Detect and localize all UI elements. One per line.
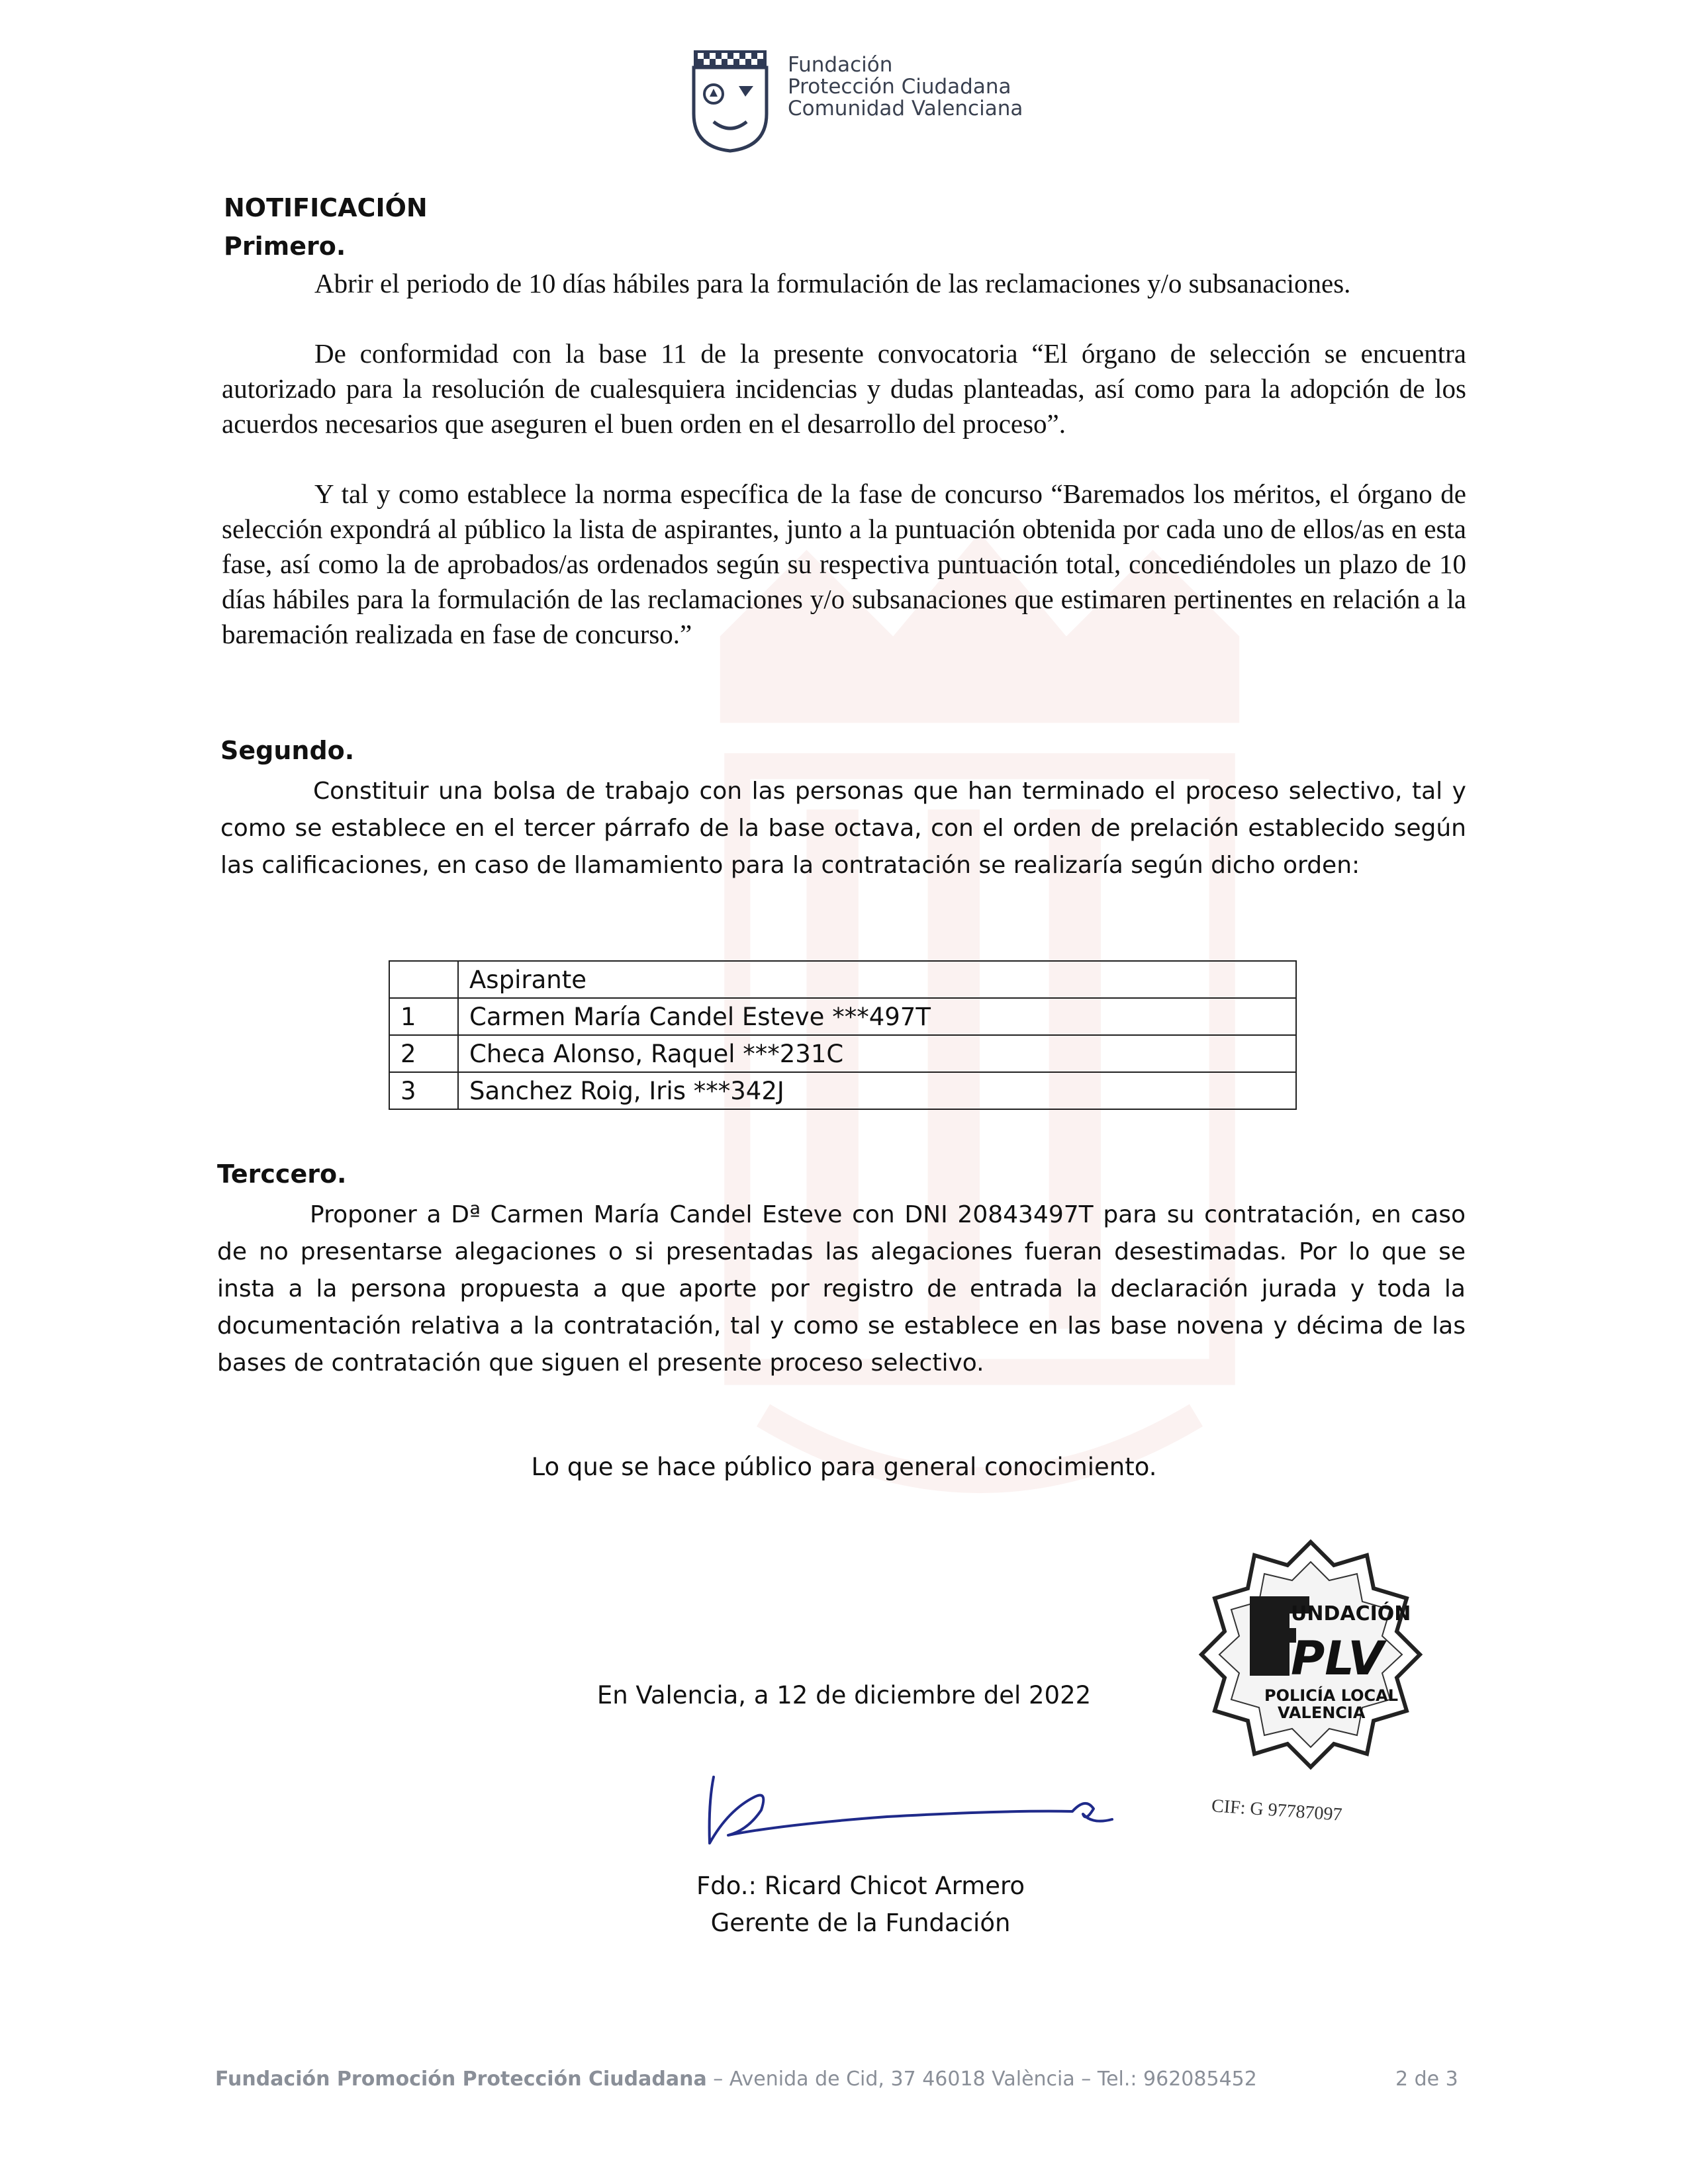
foundation-shield-logo	[690, 48, 771, 154]
public-notice: Lo que se hace público para general conocimiento.	[531, 1453, 1157, 1481]
primero-paragraph-2: De conformidad con la base 11 de la presente convocatoria “El órgano de selección se encuentra autorizado para la resolución de cualesquiera incidencias y dudas planteadas, así como para la adopción de los acuerdos necesarios que aseguren el buen orden en el desarrollo del proceso”.	[222, 338, 1466, 439]
footer-org: Fundación Promoción Protección Ciudadana	[215, 2068, 707, 2091]
signatory-name: Fdo.: Ricard Chicot Armero	[696, 1872, 1025, 1900]
signatory-role: Gerente de la Fundación	[710, 1909, 1011, 1937]
row-name: Carmen María Candel Esteve ***497T	[458, 998, 1296, 1035]
footer-address: – Avenida de Cid, 37 46018 València – Tel.: 962085452	[706, 2068, 1257, 2091]
table-row	[389, 998, 1296, 1035]
place-date: En Valencia, a 12 de diciembre del 2022	[596, 1681, 1092, 1709]
primero-paragraph-3: Y tal y como establece la norma específica de la fase de concurso “Baremados los méritos, el órgano de selección expondrá al público la lista de aspirantes, junto a la puntuación obtenida por cada uno de ellos/as en esta fase, así como la de aprobados/as ordenados según su respectiva puntuación total, concediéndoles un plazo de 10 días hábiles para la formulación de las reclamaciones y/o subsanaciones que estimaren pertinentes en relación a la baremación realizada en fase de concurso.”	[222, 478, 1466, 649]
page-footer	[215, 2068, 1257, 2091]
stamp-line-4: VALENCIA	[1278, 1704, 1366, 1722]
handwritten-signature	[688, 1764, 1125, 1850]
table-header-aspirante: Aspirante	[458, 961, 1296, 998]
segundo-heading: Segundo.	[220, 736, 355, 765]
page-number: 2 de 3	[1395, 2068, 1458, 2091]
official-stamp	[1192, 1535, 1430, 1774]
org-line-1: Fundación	[788, 53, 893, 77]
primero-paragraph-1: Abrir el periodo de 10 días hábiles para la formulación de las reclamaciones y/o subsanaciones.	[314, 268, 1351, 298]
org-line-3: Comunidad Valenciana	[788, 97, 1023, 120]
tercero-heading: Terccero.	[217, 1160, 347, 1189]
foundation-name	[788, 54, 1023, 120]
segundo-paragraph: Constituir una bolsa de trabajo con las personas que han terminado el proceso selectivo, tal y como se establece en el tercer párrafo de la base octava, con el orden de prelación establecido según las calificaciones, en caso de llamamiento para la contratación se realizaría según dicho orden:	[220, 778, 1466, 879]
org-line-2: Protección Ciudadana	[788, 75, 1011, 99]
table-row	[389, 1072, 1296, 1109]
row-name: Sanchez Roig, Iris ***342J	[458, 1072, 1296, 1109]
stamp-line-3: POLICÍA LOCAL	[1264, 1686, 1399, 1705]
table-row	[389, 1035, 1296, 1072]
row-name: Checa Alonso, Raquel ***231C	[458, 1035, 1296, 1072]
table-header-row	[389, 961, 1296, 998]
document-title: NOTIFICACIÓN	[224, 193, 428, 222]
stamp-cif: CIF: G 97787097	[1211, 1796, 1343, 1825]
primero-heading: Primero.	[224, 232, 346, 261]
applicants-table	[389, 960, 1297, 1110]
stamp-line-2: PLV	[1291, 1631, 1384, 1686]
table-header-num	[389, 961, 458, 998]
tercero-paragraph: Proponer a Dª Carmen María Candel Esteve con DNI 20843497T para su contratación, en caso de no presentarse alegaciones o si presentadas las alegaciones fueran desestimadas. Por lo que se insta a la persona propuesta a que aporte por registro de entrada la declaración jurada y toda la documentación relativa a la contratación, tal y como se establece en las base novena y décima de las bases de contratación que siguen el presente proceso selectivo.	[217, 1201, 1466, 1377]
row-num: 1	[389, 998, 458, 1035]
stamp-line-1: UNDACIÓN	[1291, 1602, 1411, 1625]
row-num: 2	[389, 1035, 458, 1072]
row-num: 3	[389, 1072, 458, 1109]
